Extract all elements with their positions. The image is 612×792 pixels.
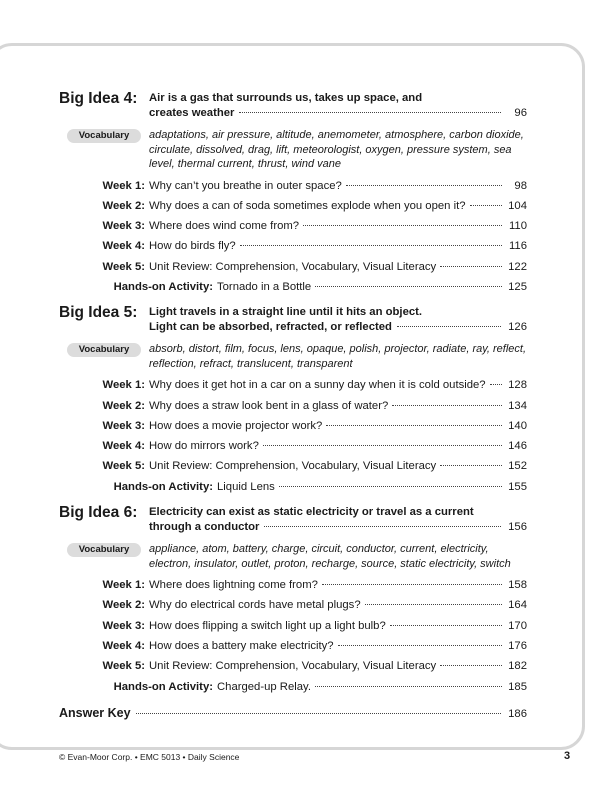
big-idea-section [59, 304, 527, 497]
big-idea-title-line1: Air is a gas that surrounds us, takes up space, and [149, 92, 423, 104]
page-number: 116 [508, 240, 527, 253]
hands-on-activity-entry[interactable] [59, 677, 527, 697]
week-label: Week 1: [102, 579, 145, 592]
hands-on-title: Liquid Lens [217, 480, 275, 493]
week-entry[interactable] [59, 416, 527, 436]
dot-leader [390, 625, 502, 626]
dot-leader [279, 486, 502, 487]
big-idea-label: Big Idea 6: [59, 504, 138, 522]
vocabulary-badge: Vocabulary [67, 543, 141, 557]
week-title: Why does a can of soda sometimes explode when you open it? [149, 199, 466, 212]
big-idea-heading[interactable] [59, 304, 527, 335]
week-entry[interactable] [59, 236, 527, 256]
vocabulary-words: appliance, atom, battery, charge, circuit, conductor, current, electricity, electron, insulator, outlet, proton, recharge, source, static electricity, switch [149, 543, 511, 570]
dot-leader [470, 205, 502, 206]
big-idea-title-line2: creates weather [149, 107, 235, 119]
vocabulary-block [59, 542, 527, 571]
hands-on-activity-entry[interactable] [59, 477, 527, 497]
big-idea-title-line2: through a conductor [149, 521, 260, 534]
vocabulary-block [59, 342, 527, 371]
week-entry[interactable] [59, 656, 527, 676]
week-label: Week 5: [102, 260, 145, 273]
page-number: 186 [508, 707, 527, 720]
week-title: Unit Review: Comprehension, Vocabulary, Visual Literacy [149, 260, 437, 273]
footer-page-number: 3 [564, 750, 571, 762]
week-label: Week 1: [102, 379, 145, 392]
week-label: Week 4: [102, 240, 145, 253]
week-label: Week 2: [102, 399, 145, 412]
week-title: How does flipping a switch light up a light bulb? [149, 619, 386, 632]
week-title: Why does a straw look bent in a glass of water? [149, 399, 389, 412]
week-label: Week 3: [102, 419, 145, 432]
footer-copyright: © Evan-Moor Corp. • EMC 5013 • Daily Science [59, 752, 240, 762]
week-entry[interactable] [59, 396, 527, 416]
vocabulary-badge: Vocabulary [67, 343, 141, 357]
page-number: 176 [508, 639, 527, 652]
week-entry[interactable] [59, 595, 527, 615]
page-number: 98 [514, 179, 527, 192]
week-label: Week 4: [102, 440, 145, 453]
week-title: Where does wind come from? [149, 220, 300, 233]
week-title: How does a movie projector work? [149, 419, 323, 432]
week-title: How does a battery make electricity? [149, 639, 334, 652]
dot-leader [136, 713, 501, 714]
big-idea-label: Big Idea 5: [59, 304, 138, 322]
dot-leader [338, 645, 502, 646]
dot-leader [490, 384, 502, 385]
page-number: 155 [508, 480, 527, 493]
week-label: Week 5: [102, 460, 145, 473]
vocabulary-block [59, 128, 527, 172]
page-number: 134 [508, 399, 527, 412]
page-number: 125 [508, 280, 527, 293]
big-idea-title-line1: Electricity can exist as static electricity or travel as a current [149, 506, 474, 519]
table-of-contents [59, 90, 527, 720]
page-number: 156 [508, 521, 527, 534]
big-idea-section [59, 90, 527, 297]
page-number: 152 [508, 460, 527, 473]
week-label: Week 1: [102, 179, 145, 192]
dot-leader [397, 326, 501, 327]
page-number: 170 [508, 619, 527, 632]
answer-key-label: Answer Key [59, 705, 131, 720]
dot-leader [365, 604, 502, 605]
dot-leader [239, 112, 501, 113]
dot-leader [240, 245, 502, 246]
page-number: 122 [508, 260, 527, 273]
week-label: Week 3: [102, 220, 145, 233]
week-entry[interactable] [59, 436, 527, 456]
week-label: Week 5: [102, 660, 145, 673]
vocabulary-words: absorb, distort, film, focus, lens, opaque, polish, projector, radiate, ray, reflect, reflection, refract, translucent, transparent [149, 343, 527, 370]
dot-leader [440, 665, 502, 666]
week-label: Week 4: [102, 639, 145, 652]
hands-on-title: Tornado in a Bottle [217, 280, 312, 293]
dot-leader [392, 405, 502, 406]
big-idea-heading[interactable] [59, 90, 527, 121]
hands-on-label: Hands-on Activity: [113, 480, 213, 493]
week-entry[interactable] [59, 216, 527, 236]
week-entry[interactable] [59, 575, 527, 595]
page-number: 110 [508, 220, 527, 233]
week-entry[interactable] [59, 636, 527, 656]
page-number: 104 [508, 199, 527, 212]
week-entry[interactable] [59, 456, 527, 476]
page-number: 146 [508, 440, 527, 453]
big-idea-section [59, 504, 527, 697]
dot-leader [322, 584, 502, 585]
week-entry[interactable] [59, 375, 527, 395]
big-idea-title-line1: Light travels in a straight line until it hits an object. [149, 306, 423, 319]
week-entry[interactable] [59, 196, 527, 216]
dot-leader [326, 425, 502, 426]
week-title: Why do electrical cords have metal plugs? [149, 599, 361, 612]
big-idea-heading[interactable] [59, 504, 527, 535]
page-number: 140 [508, 419, 527, 432]
week-title: How do mirrors work? [149, 440, 259, 453]
big-idea-title-line2: Light can be absorbed, refracted, or reflected [149, 321, 392, 334]
week-title: How do birds fly? [149, 240, 236, 253]
big-idea-label: Big Idea 4: [59, 90, 138, 107]
week-title: Unit Review: Comprehension, Vocabulary, Visual Literacy [149, 460, 437, 473]
page-number: 164 [508, 599, 527, 612]
dot-leader [440, 266, 502, 267]
week-entry[interactable] [59, 616, 527, 636]
week-title: Why does it get hot in a car on a sunny day when it is cold outside? [149, 379, 486, 392]
week-label: Week 2: [102, 599, 145, 612]
week-label: Week 3: [102, 619, 145, 632]
dot-leader [346, 185, 502, 186]
page-number: 182 [508, 660, 527, 673]
week-entry[interactable] [59, 257, 527, 277]
page-number: 128 [508, 379, 527, 392]
week-title: Where does lightning come from? [149, 579, 318, 592]
hands-on-title: Charged-up Relay. [217, 680, 311, 693]
dot-leader [315, 686, 502, 687]
answer-key-entry[interactable] [59, 706, 527, 720]
page-number: 158 [508, 579, 527, 592]
hands-on-label: Hands-on Activity: [113, 680, 213, 693]
dot-leader [440, 465, 502, 466]
week-entry[interactable] [59, 176, 527, 196]
week-title: Why can’t you breathe in outer space? [149, 179, 342, 192]
hands-on-activity-entry[interactable] [59, 277, 527, 297]
page-number: 126 [508, 321, 527, 334]
page-number: 96 [514, 107, 527, 119]
dot-leader [303, 225, 502, 226]
vocabulary-badge: Vocabulary [67, 129, 141, 143]
week-label: Week 2: [102, 199, 145, 212]
dot-leader [264, 526, 501, 527]
dot-leader [315, 286, 502, 287]
page-number: 185 [508, 680, 527, 693]
dot-leader [263, 445, 502, 446]
hands-on-label: Hands-on Activity: [113, 280, 213, 293]
vocabulary-words: adaptations, air pressure, altitude, anemometer, atmosphere, carbon dioxide, circulate, dissolved, drag, lift, meteorologist, oxygen, pressure system, sea level, thermal current, thrust, wind vane [149, 129, 524, 170]
week-title: Unit Review: Comprehension, Vocabulary, Visual Literacy [149, 660, 437, 673]
